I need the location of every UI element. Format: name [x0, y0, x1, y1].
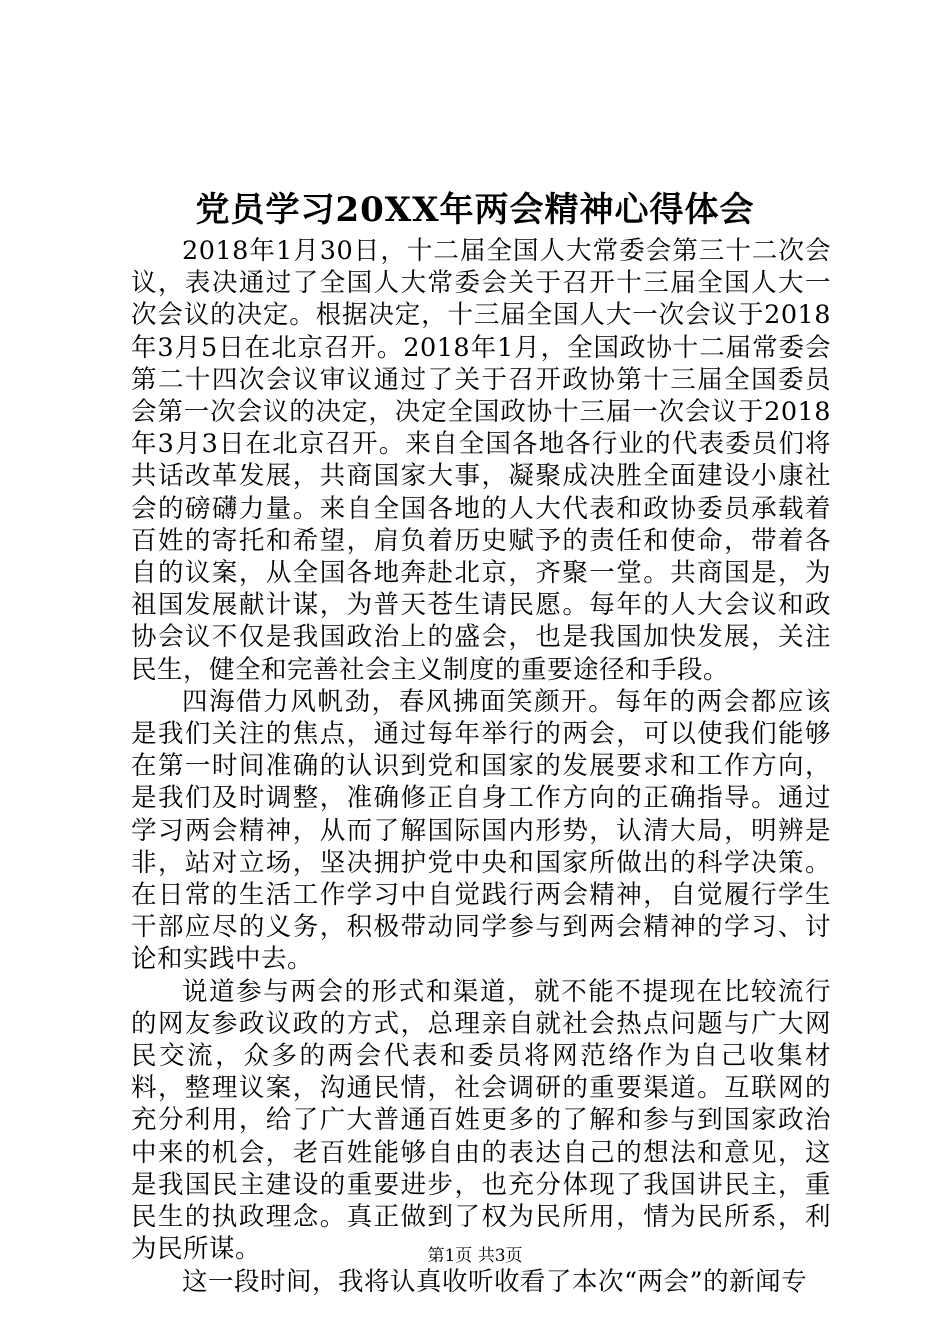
page-footer: 第1页 共3页: [427, 1246, 523, 1266]
document-body: [131, 235, 831, 1298]
paragraph-3: 说道参与两会的形式和渠道，就不能不提现在比较流行的网友参政议政的方式，总理亲自就社会热点问题与广大网民交流，众多的两会代表和委员将网范络作为自己收集材料，整理议案，沟通民情，社会调研的重要渠道。互联网的充分利用，给了广大普通百姓更多的了解和参与到国家政治中来的机会，老百姓能够自由的表达自己的想法和意见，这是我国民主建设的重要进步，也充分体现了我国讲民主，重民生的执政理念。真正做到了权为民所用，情为民所系，利为民所谋。: [131, 976, 831, 1265]
document-title: 党员学习20XX年两会精神心得体会: [195, 190, 755, 230]
paragraph-1: 2018年1月30日，十二届全国人大常委会第三十二次会议，表决通过了全国人大常委会关于召开十三届全国人大一次会议的决定。根据决定，十三届全国人大一次会议于2018年3月5日在北京召开。2018年1月，全国政协十二届常委会第二十四次会议审议通过了关于召开政协第十三届全国委员会第一次会议的决定，决定全国政协十三届一次会议于2018年3月3日在北京召开。来自全国各地各行业的代表委员们将共话改革发展，共商国家大事，凝聚成决胜全面建设小康社会的磅礴力量。来自全国各地的人大代表和政协委员承载着百姓的寄托和希望，肩负着历史赋予的责任和使命，带着各自的议案，从全国各地奔赴北京，齐聚一堂。共商国是，为祖国发展献计谋，为普天苍生请民愿。每年的人大会议和政协会议不仅是我国政治上的盛会，也是我国加快发展，关注民生，健全和完善社会主义制度的重要途径和手段。: [131, 236, 831, 685]
paragraph-4: 这一段时间，我将认真收听收看了本次“两会”的新闻专: [182, 1266, 808, 1297]
paragraph-2: 四海借力风帆劲，春风拂面笑颜开。每年的两会都应该是我们关注的焦点，通过每年举行的两会，可以使我们能够在第一时间准确的认识到党和国家的发展要求和工作方向，是我们及时调整，准确修正自身工作方向的正确指导。通过学习两会精神，从而了解国际国内形势，认清大局，明辨是非，站对立场，坚决拥护党中央和国家所做出的科学决策。在日常的生活工作学习中自觉践行两会精神，自觉履行学生干部应尽的义务，积极带动同学参与到两会精神的学习、讨论和实践中去。: [131, 686, 831, 975]
